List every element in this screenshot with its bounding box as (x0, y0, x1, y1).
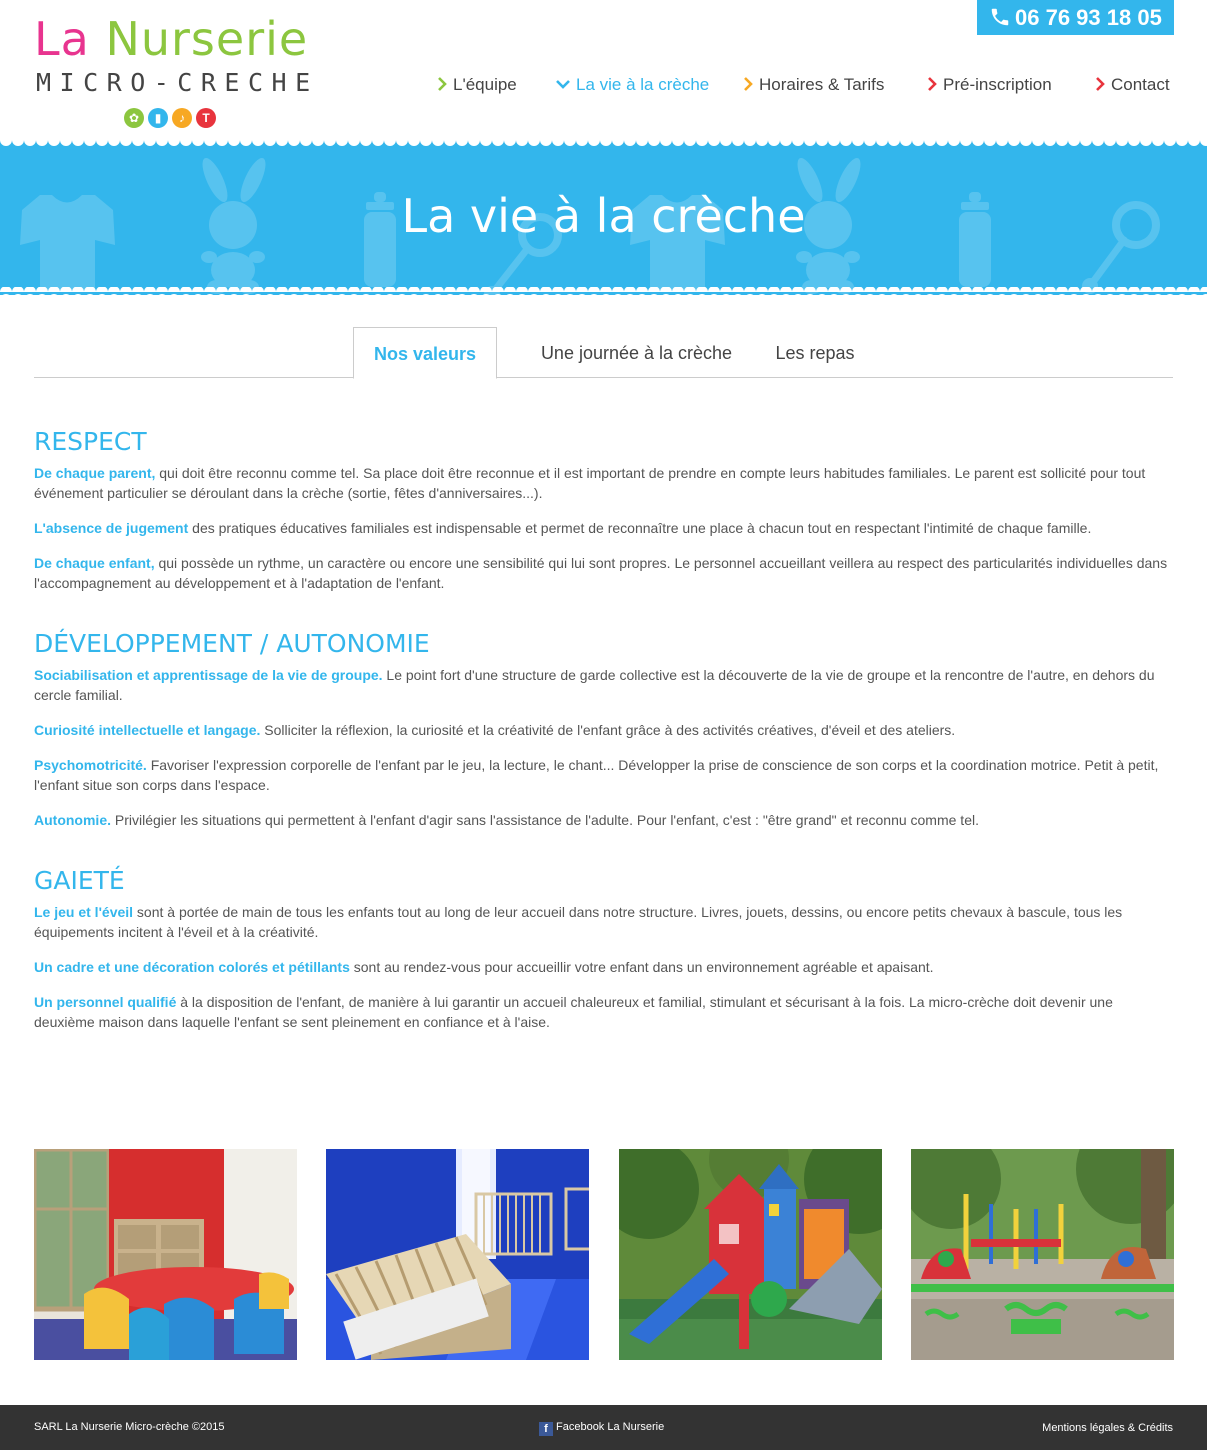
paragraph-text: des pratiques éducatives familiales est indispensable et permet de reconnaître une place à chacun tout en respectant l'intimité de chaque famille. (188, 520, 1092, 536)
site-footer (0, 1405, 1207, 1450)
paragraph (34, 957, 1173, 977)
main-nav (0, 72, 1207, 98)
bottle-icon: ▮ (148, 108, 168, 128)
paragraph (34, 755, 1173, 795)
nav-item-label: Contact (1111, 75, 1170, 94)
logo-title-part2: Nurserie (105, 12, 309, 66)
paragraph-text: Favoriser l'expression corporelle de l'enfant par le jeu, la lecture, le chant... Développer la prise de conscience de son corps et la coordination motrice. Petit à petit, l'enfant situe son corps dans l'espace. (34, 757, 1159, 793)
phone-number-text: 06 76 93 18 05 (1015, 5, 1162, 30)
paragraph (34, 992, 1173, 1032)
tab-content (34, 425, 1173, 1066)
facebook-icon: f (539, 1422, 553, 1436)
chevron-right-icon (437, 77, 447, 91)
chevron-right-icon (1095, 77, 1105, 91)
section-title: GAIETÉ (34, 866, 125, 895)
page-title: La vie à la crèche (401, 189, 806, 243)
section-gaiete (34, 864, 1173, 1032)
tab-repas[interactable]: Les repas (775, 343, 855, 363)
photo-cribs-room[interactable] (326, 1149, 589, 1360)
nav-item-vie-creche[interactable] (556, 72, 709, 98)
site-header (0, 0, 1207, 140)
paragraph (34, 810, 1173, 830)
nav-item-contact[interactable] (1095, 72, 1170, 98)
paragraph-text: qui doit être reconnu comme tel. Sa place doit être reconnue et il est important de prendre en compte leurs habitudes familiales. Le parent est sollicité pour tout événement particulier se déroulant dans la crèche (sortie, fêtes d'anniversaires...). (34, 465, 1146, 501)
paragraph-text: Privilégier les situations qui permettent à l'enfant d'agir sans l'assistance de l'adulte. Pour l'enfant, c'est : "être grand" et reconnu comme tel. (111, 812, 979, 828)
phone-number-button[interactable] (977, 0, 1174, 35)
paragraph-highlight: De chaque parent, (34, 465, 156, 481)
paragraph (34, 720, 1173, 740)
chevron-right-icon (927, 77, 937, 91)
paragraph (34, 902, 1173, 942)
nav-item-pre-inscription[interactable] (927, 72, 1052, 98)
footer-facebook-link[interactable] (539, 1421, 664, 1436)
paragraph-highlight: Le jeu et l'éveil (34, 904, 134, 920)
logo-subtitle: MICRO-CRECHE (36, 68, 319, 97)
paragraph-text: sont au rendez-vous pour accueillir votre enfant dans un environnement agréable et apaisant. (349, 959, 934, 975)
photo-gallery (34, 1149, 1174, 1360)
tab-nos-valeurs[interactable]: Nos valeurs (353, 327, 497, 379)
paragraph-highlight: Un personnel qualifié (34, 994, 177, 1010)
content-tabs (34, 327, 1173, 378)
paragraph (34, 463, 1173, 503)
logo-title (34, 12, 308, 66)
paragraph-highlight: De chaque enfant, (34, 555, 155, 571)
nav-item-horaires-tarifs[interactable] (743, 72, 884, 98)
nav-item-label: Horaires & Tarifs (759, 75, 885, 94)
paragraph (34, 665, 1173, 705)
footer-legal-link[interactable]: Mentions légales & Crédits (1042, 1422, 1173, 1434)
logo-title-part1: La (34, 12, 106, 66)
paragraph-highlight: Psychomotricité. (34, 757, 147, 773)
photo-playroom-table[interactable] (34, 1149, 297, 1360)
nav-item-label: L'équipe (453, 75, 517, 94)
paragraph-text: sont à portée de main de tous les enfants tout au long de leur accueil dans notre structure. Livres, jouets, dessins, ou encore petits chevaux à bascule, tous les équipements incitent à l'éveil et à la créativité. (34, 904, 1123, 940)
phone-icon (989, 6, 1011, 28)
tab-journee-creche[interactable]: Une journée à la crèche (540, 343, 733, 363)
bodysuit-icon: T (196, 108, 216, 128)
paragraph-text: qui possède un rythme, un caractère ou encore une sensibilité qui lui sont propres. Le personnel accueillant veillera au respect des particularités individuelles dans l'accompagnement au développement et à l'adaptation de l'enfant. (34, 555, 1168, 591)
paragraph-highlight: Sociabilisation et apprentissage de la vie de groupe. (34, 667, 383, 683)
photo-spring-riders[interactable] (911, 1149, 1174, 1360)
page-banner (0, 140, 1207, 295)
nav-item-label: Pré-inscription (943, 75, 1052, 94)
nav-item-label: La vie à la crèche (576, 75, 710, 94)
paragraph-text: Solliciter la réflexion, la curiosité et la créativité de l'enfant grâce à des activités créatives, d'éveil et des ateliers. (260, 722, 956, 738)
footer-copyright: SARL La Nurserie Micro-crèche ©2015 (34, 1421, 225, 1433)
paragraph-highlight: Autonomie. (34, 812, 111, 828)
rattle-icon: ♪ (172, 108, 192, 128)
section-respect (34, 425, 1173, 593)
paragraph-highlight: Un cadre et une décoration colorés et pétillants (34, 959, 350, 975)
paragraph-highlight: L'absence de jugement (34, 520, 189, 536)
paragraph-text: Le point fort d'une structure de garde collective est la découverte de la vie de groupe et la rencontre de l'autre, en dehors du cercle familial. (34, 667, 1155, 703)
nav-item-equipe[interactable] (437, 72, 517, 98)
section-title: RESPECT (34, 427, 147, 456)
paragraph-highlight: Curiosité intellectuelle et langage. (34, 722, 261, 738)
section-title: DÉVELOPPEMENT / AUTONOMIE (34, 629, 430, 658)
chevron-right-icon (743, 77, 753, 91)
photo-playground-slide[interactable] (619, 1149, 882, 1360)
chevron-down-icon (556, 79, 570, 89)
footer-facebook-label: Facebook La Nurserie (556, 1421, 665, 1433)
section-developpement (34, 627, 1173, 830)
site-logo[interactable] (34, 12, 319, 130)
rabbit-icon: ✿ (124, 108, 144, 128)
paragraph (34, 553, 1173, 593)
paragraph-text: à la disposition de l'enfant, de manière à lui garantir un accueil chaleureux et familial, stimulant et sécurisant à la fois. La micro-crèche doit devenir une deuxième maison dans laquelle l'enfant se sent pleinement en confiance et à l'aise. (34, 994, 1113, 1030)
logo-icons (124, 108, 216, 128)
paragraph (34, 518, 1173, 538)
